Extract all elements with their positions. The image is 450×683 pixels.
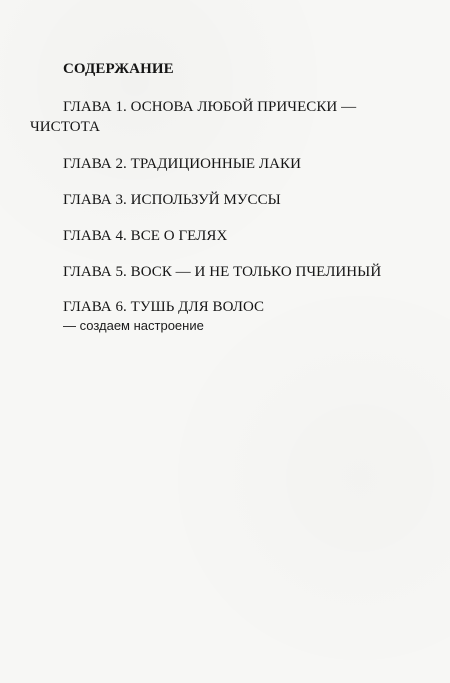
toc-entry-chapter-6-subtitle: — создаем настроение: [63, 318, 204, 333]
toc-entry-chapter-3: ГЛАВА 3. ИСПОЛЬЗУЙ МУССЫ: [63, 192, 281, 208]
toc-entry-chapter-2: ГЛАВА 2. ТРАДИЦИОННЫЕ ЛАКИ: [63, 156, 301, 172]
toc-entry-chapter-5: ГЛАВА 5. ВОСК — И НЕ ТОЛЬКО ПЧЕЛИНЫЙ: [63, 264, 382, 280]
toc-entry-chapter-1-line-2: ЧИСТОТА: [30, 119, 100, 135]
table-of-contents-heading: СОДЕРЖАНИЕ: [63, 61, 174, 77]
toc-entry-chapter-4: ГЛАВА 4. ВСЕ О ГЕЛЯХ: [63, 228, 228, 244]
toc-entry-chapter-1-line-1: ГЛАВА 1. ОСНОВА ЛЮБОЙ ПРИЧЕСКИ —: [63, 99, 357, 115]
toc-entry-chapter-6: ГЛАВА 6. ТУШЬ ДЛЯ ВОЛОС: [63, 299, 265, 315]
